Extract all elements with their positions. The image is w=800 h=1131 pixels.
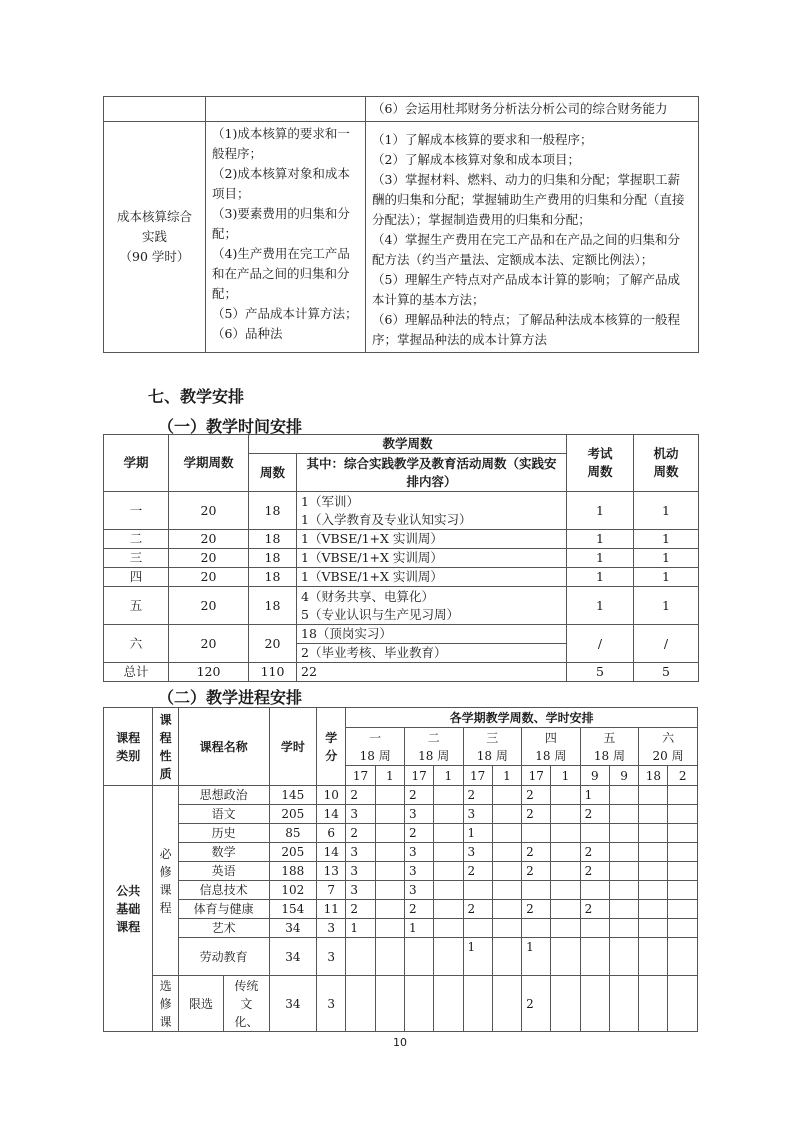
schedule-cell: [609, 786, 638, 805]
flex-cell: 1: [634, 530, 699, 549]
course-row: [104, 881, 698, 900]
semester-cell: 三: [104, 549, 169, 568]
practice-line: 1（入学教育及专业认知实习）: [301, 511, 472, 527]
content-item: （1)成本核算的要求和一般程序；: [212, 126, 350, 161]
schedule-cell: 2: [346, 786, 375, 805]
week-split-header: 9: [609, 766, 638, 786]
semester-weeks: 18 周: [359, 748, 391, 763]
total-exam: 5: [567, 663, 634, 682]
course-row: [104, 938, 698, 976]
total-semester-weeks: 120: [169, 663, 249, 682]
schedule-cell: 1: [522, 938, 551, 976]
schedule-cell: [609, 900, 638, 919]
schedule-cell: [551, 824, 580, 843]
schedule-cell: [580, 976, 609, 1032]
schedule-cell: 3: [463, 843, 492, 862]
course-content-table: [103, 96, 699, 353]
schedule-cell: [492, 919, 521, 938]
teaching-time-table: [103, 434, 699, 682]
semester-header: [522, 728, 581, 766]
schedule-cell: [668, 843, 698, 862]
practice-cell: [297, 549, 567, 568]
schedule-cell: 2: [522, 843, 551, 862]
schedule-cell: 2: [404, 786, 433, 805]
schedule-cell: [609, 976, 638, 1032]
schedule-cell: 3: [404, 843, 433, 862]
schedule-cell: [609, 938, 638, 976]
course-name-line: 实践: [141, 229, 167, 244]
content-item: （5）产品成本计算方法；: [212, 306, 358, 321]
schedule-cell: [434, 881, 463, 900]
practice-cell: 2（毕业考核、毕业教育）: [297, 644, 567, 663]
week-split-header: 17: [404, 766, 433, 786]
table-row: [104, 625, 699, 644]
flex-cell: 1: [634, 587, 699, 625]
semester-name: 五: [603, 730, 616, 745]
exam-cell: 1: [567, 492, 634, 530]
course-row: [104, 862, 698, 881]
course-name: 体育与健康: [178, 900, 269, 919]
week-split-header: 1: [551, 766, 580, 786]
schedule-cell: [639, 862, 668, 881]
practice-cell: 18（顶岗实习）: [297, 625, 567, 644]
schedule-cell: 2: [346, 824, 375, 843]
total-flex: 5: [634, 663, 699, 682]
course-hours: 34: [269, 976, 316, 1032]
exam-cell: 1: [567, 549, 634, 568]
schedule-cell: [668, 881, 698, 900]
schedule-cell: [434, 900, 463, 919]
semester-header: [580, 728, 639, 766]
schedule-cell: [346, 938, 375, 976]
course-name: 英语: [178, 862, 269, 881]
schedule-cell: [375, 900, 404, 919]
exam-cell: 1: [567, 530, 634, 549]
course-row: [104, 843, 698, 862]
course-name: 数学: [178, 843, 269, 862]
table-row: [104, 568, 699, 587]
schedule-cell: [375, 919, 404, 938]
flex-cell: 1: [634, 492, 699, 530]
schedule-cell: [639, 900, 668, 919]
header-schedule: 各学期教学周数、学时安排: [346, 708, 698, 728]
practice-line: 1（VBSE/1+X 实训周）: [301, 550, 443, 565]
schedule-cell: 2: [522, 900, 551, 919]
schedule-cell: [434, 824, 463, 843]
schedule-cell: [668, 786, 698, 805]
header-exam-weeks: 考试周数: [567, 435, 634, 492]
requirement-item: （3）掌握材料、燃料、动力的归集和分配；掌握职工薪酬的归集和分配；掌握辅助生产费用的归集和分配（直接分配法）；掌握制造费用的归集和分配；: [372, 172, 685, 227]
schedule-cell: 3: [463, 805, 492, 824]
schedule-cell: 3: [404, 862, 433, 881]
schedule-cell: [404, 938, 433, 976]
semester-name: 二: [427, 730, 440, 745]
schedule-cell: [668, 805, 698, 824]
semester-weeks: 18 周: [418, 748, 450, 763]
course-row: [104, 919, 698, 938]
schedule-cell: [609, 843, 638, 862]
requirement-item: （1）了解成本核算的要求和一般程序；: [372, 132, 593, 147]
course-credits: 7: [317, 881, 346, 900]
required-nature-cell: 必修课程: [153, 786, 178, 976]
practice-cell: [297, 568, 567, 587]
requirement-item: （5）理解生产特点对产品成本计算的影响；了解产品成本计算的基本方法；: [372, 272, 680, 307]
schedule-cell: [609, 881, 638, 900]
schedule-cell: 2: [463, 862, 492, 881]
practice-cell: [297, 530, 567, 549]
course-row: [104, 786, 698, 805]
schedule-cell: 2: [522, 862, 551, 881]
schedule-cell: [434, 786, 463, 805]
semester-cell: 一: [104, 492, 169, 530]
requirement-cell: （6）会运用杜邦财务分析法分析公司的综合财务能力: [366, 97, 699, 122]
schedule-cell: [639, 786, 668, 805]
header-flex-weeks: 机动周数: [634, 435, 699, 492]
exam-cell: 1: [567, 568, 634, 587]
table-row: [104, 97, 699, 122]
schedule-cell: [609, 919, 638, 938]
schedule-cell: [492, 843, 521, 862]
course-row: [104, 824, 698, 843]
schedule-cell: [463, 919, 492, 938]
course-row: [104, 900, 698, 919]
schedule-cell: 2: [404, 900, 433, 919]
flex-cell: 1: [634, 568, 699, 587]
course-hours: 34: [269, 919, 316, 938]
schedule-cell: [639, 976, 668, 1032]
schedule-cell: 3: [404, 805, 433, 824]
practice-line: 5（专业认识与生产见习周）: [301, 606, 459, 622]
course-content-cell: [206, 122, 366, 353]
header-nature: 课程性质: [153, 708, 178, 786]
teaching-progress-table: [103, 707, 698, 1032]
schedule-cell: 1: [463, 824, 492, 843]
course-credits: 14: [317, 805, 346, 824]
requirement-item: （2）了解成本核算对象和成本项目；: [372, 152, 580, 167]
schedule-cell: [609, 805, 638, 824]
schedule-cell: 2: [580, 900, 609, 919]
course-hours: 145: [269, 786, 316, 805]
schedule-cell: [375, 843, 404, 862]
course-name: 艺术: [178, 919, 269, 938]
content-item: （2)成本核算对象和成本项目；: [212, 166, 350, 201]
schedule-cell: [668, 862, 698, 881]
schedule-cell: [551, 805, 580, 824]
course-credits: 14: [317, 843, 346, 862]
semester-header: [463, 728, 522, 766]
schedule-cell: [492, 786, 521, 805]
schedule-cell: [492, 938, 521, 976]
practice-cell: [297, 587, 567, 625]
schedule-cell: [404, 976, 433, 1032]
course-hours: 154: [269, 900, 316, 919]
semester-weeks-cell: 20: [169, 625, 249, 663]
week-split-header: 2: [668, 766, 698, 786]
schedule-cell: [375, 805, 404, 824]
semester-cell: 四: [104, 568, 169, 587]
semester-weeks: 20 周: [652, 748, 684, 763]
schedule-cell: [639, 881, 668, 900]
flex-cell: 1: [634, 549, 699, 568]
week-split-header: 17: [463, 766, 492, 786]
semester-weeks-cell: 20: [169, 568, 249, 587]
weeks-cell: 18: [249, 492, 297, 530]
schedule-cell: [551, 976, 580, 1032]
schedule-cell: 2: [404, 824, 433, 843]
schedule-cell: [609, 824, 638, 843]
content-item: （3)要素费用的归集和分配；: [212, 206, 350, 241]
schedule-cell: 2: [463, 786, 492, 805]
schedule-cell: 2: [463, 900, 492, 919]
schedule-cell: [639, 824, 668, 843]
schedule-cell: [463, 881, 492, 900]
course-hours: 102: [269, 881, 316, 900]
course-credits: 3: [317, 938, 346, 976]
schedule-cell: 1: [580, 786, 609, 805]
weeks-cell: 18: [249, 568, 297, 587]
schedule-cell: [375, 786, 404, 805]
course-requirements-cell: [366, 122, 699, 353]
section-heading: 七、教学安排: [148, 387, 245, 406]
semester-weeks-cell: 20: [169, 587, 249, 625]
schedule-cell: 3: [346, 862, 375, 881]
schedule-cell: 2: [346, 900, 375, 919]
total-row: [104, 663, 699, 682]
weeks-cell: 20: [249, 625, 297, 663]
schedule-cell: [522, 824, 551, 843]
weeks-cell: 18: [249, 549, 297, 568]
header-weeks: 周数: [249, 454, 297, 492]
schedule-cell: [434, 805, 463, 824]
schedule-cell: [580, 881, 609, 900]
week-split-header: 1: [434, 766, 463, 786]
schedule-cell: 1: [346, 919, 375, 938]
requirement-item: （4）掌握生产费用在完工产品和在产品之间的归集和分配方法（约当产量法、定额成本法、定额比例法）；: [372, 232, 680, 267]
elective-row: [104, 976, 698, 1032]
course-hours: 34: [269, 938, 316, 976]
semester-name: 三: [486, 730, 499, 745]
schedule-cell: 2: [580, 862, 609, 881]
total-weeks: 110: [249, 663, 297, 682]
course-name-line: 成本核算综合: [116, 209, 192, 224]
course-cell: [104, 97, 206, 122]
header-course-name: 课程名称: [178, 708, 269, 786]
practice-line: 1（VBSE/1+X 实训周）: [301, 569, 443, 584]
semester-name: 六: [662, 730, 675, 745]
schedule-cell: [492, 805, 521, 824]
semester-weeks-cell: 20: [169, 530, 249, 549]
course-hours: 205: [269, 843, 316, 862]
semester-weeks: 18 周: [593, 748, 625, 763]
course-hours: 188: [269, 862, 316, 881]
week-split-header: 1: [375, 766, 404, 786]
schedule-cell: [551, 881, 580, 900]
subsection-heading: （二）教学进程安排: [158, 688, 303, 707]
schedule-cell: 3: [346, 881, 375, 900]
schedule-cell: [492, 862, 521, 881]
exam-cell: 1: [567, 587, 634, 625]
practice-line: 1（VBSE/1+X 实训周）: [301, 531, 443, 546]
schedule-cell: [668, 900, 698, 919]
semester-weeks: 18 周: [476, 748, 508, 763]
subsection-heading: （一）教学时间安排: [158, 417, 303, 436]
week-split-header: 9: [580, 766, 609, 786]
schedule-cell: [492, 824, 521, 843]
total-label: 总计: [104, 663, 169, 682]
schedule-cell: 2: [522, 805, 551, 824]
schedule-cell: [639, 805, 668, 824]
course-credits: 11: [317, 900, 346, 919]
flex-cell: /: [634, 625, 699, 663]
semester-cell: 五: [104, 587, 169, 625]
course-credits: 3: [317, 976, 346, 1032]
table-row: [104, 492, 699, 530]
semester-name: 一: [369, 730, 382, 745]
course-name: 历史: [178, 824, 269, 843]
course-hours: 85: [269, 824, 316, 843]
header-credits: 学分: [317, 708, 346, 786]
schedule-cell: [492, 900, 521, 919]
schedule-cell: [522, 919, 551, 938]
schedule-cell: [551, 900, 580, 919]
header-teaching-weeks: 教学周数: [249, 435, 567, 454]
content-item: （4)生产费用在完工产品和在产品之间的归集和分配；: [212, 246, 350, 301]
semester-weeks-cell: 20: [169, 492, 249, 530]
requirement-item: （6）理解品种法的特点；了解品种法成本核算的一般程序；掌握品种法的成本计算方法: [372, 312, 680, 347]
schedule-cell: [434, 843, 463, 862]
header-category: 课程类别: [104, 708, 153, 786]
semester-name: 四: [544, 730, 557, 745]
course-name-cell: [104, 122, 206, 353]
schedule-cell: 2: [580, 805, 609, 824]
schedule-cell: [375, 824, 404, 843]
schedule-cell: 2: [522, 786, 551, 805]
table-row: [104, 122, 699, 353]
header-hours: 学时: [269, 708, 316, 786]
table-row: [104, 549, 699, 568]
schedule-cell: [551, 786, 580, 805]
header-semester: 学期: [104, 435, 169, 492]
header-practice: 其中：综合实践教学及教育活动周数（实践安排内容）: [297, 454, 567, 492]
schedule-cell: 3: [346, 843, 375, 862]
course-hours: （90 学时）: [119, 249, 190, 264]
schedule-cell: [551, 843, 580, 862]
schedule-cell: 1: [463, 938, 492, 976]
course-name: 劳动教育: [178, 938, 269, 976]
course-credits: 13: [317, 862, 346, 881]
schedule-cell: 2: [580, 843, 609, 862]
schedule-cell: [551, 938, 580, 976]
schedule-cell: [463, 976, 492, 1032]
total-practice: 22: [297, 663, 567, 682]
course-credits: 10: [317, 786, 346, 805]
semester-header: [639, 728, 698, 766]
week-split-header: 17: [522, 766, 551, 786]
schedule-cell: [580, 824, 609, 843]
practice-line: 1（军训）: [301, 493, 359, 509]
exam-cell: /: [567, 625, 634, 663]
schedule-cell: [580, 919, 609, 938]
page-number: 10: [393, 1036, 407, 1049]
schedule-cell: [551, 919, 580, 938]
semester-weeks: 18 周: [535, 748, 567, 763]
schedule-cell: 2: [522, 976, 551, 1032]
schedule-cell: [580, 938, 609, 976]
schedule-cell: [375, 938, 404, 976]
schedule-cell: [639, 938, 668, 976]
schedule-cell: [375, 881, 404, 900]
week-split-header: 18: [639, 766, 668, 786]
schedule-cell: [668, 938, 698, 976]
schedule-cell: [492, 881, 521, 900]
elective-nature-cell: 选修课: [153, 976, 178, 1032]
schedule-cell: [434, 919, 463, 938]
course-hours: 205: [269, 805, 316, 824]
schedule-cell: [375, 976, 404, 1032]
schedule-cell: [639, 843, 668, 862]
header-semester-weeks: 学期周数: [169, 435, 249, 492]
schedule-cell: [346, 976, 375, 1032]
content-item: （6）品种法: [212, 326, 283, 341]
schedule-cell: [668, 824, 698, 843]
content-cell: [206, 97, 366, 122]
weeks-cell: 18: [249, 530, 297, 549]
practice-cell: [297, 492, 567, 530]
week-split-header: 17: [346, 766, 375, 786]
schedule-cell: 3: [404, 881, 433, 900]
schedule-cell: [434, 862, 463, 881]
course-name: 信息技术: [178, 881, 269, 900]
schedule-cell: [609, 862, 638, 881]
schedule-cell: [668, 919, 698, 938]
schedule-cell: [639, 919, 668, 938]
semester-cell: 六: [104, 625, 169, 663]
semester-weeks-cell: 20: [169, 549, 249, 568]
schedule-cell: [522, 881, 551, 900]
semester-header: [346, 728, 405, 766]
schedule-cell: [551, 862, 580, 881]
table-row: [104, 530, 699, 549]
category-cell: 公共基础课程: [104, 786, 153, 1032]
course-name: 语文: [178, 805, 269, 824]
schedule-cell: [434, 976, 463, 1032]
schedule-cell: 1: [404, 919, 433, 938]
schedule-cell: [668, 976, 698, 1032]
practice-line: 4（财务共享、电算化）: [301, 588, 434, 604]
schedule-cell: [375, 862, 404, 881]
course-credits: 3: [317, 919, 346, 938]
semester-cell: 二: [104, 530, 169, 549]
table-row: [104, 587, 699, 625]
schedule-cell: [492, 976, 521, 1032]
course-name: 思想政治: [178, 786, 269, 805]
course-row: [104, 805, 698, 824]
schedule-cell: 3: [346, 805, 375, 824]
course-name: 传统文化、: [224, 976, 269, 1032]
weeks-cell: 18: [249, 587, 297, 625]
week-split-header: 1: [492, 766, 521, 786]
schedule-cell: [434, 938, 463, 976]
course-credits: 6: [317, 824, 346, 843]
semester-header: [404, 728, 463, 766]
elective-type-cell: 限选: [178, 976, 223, 1032]
